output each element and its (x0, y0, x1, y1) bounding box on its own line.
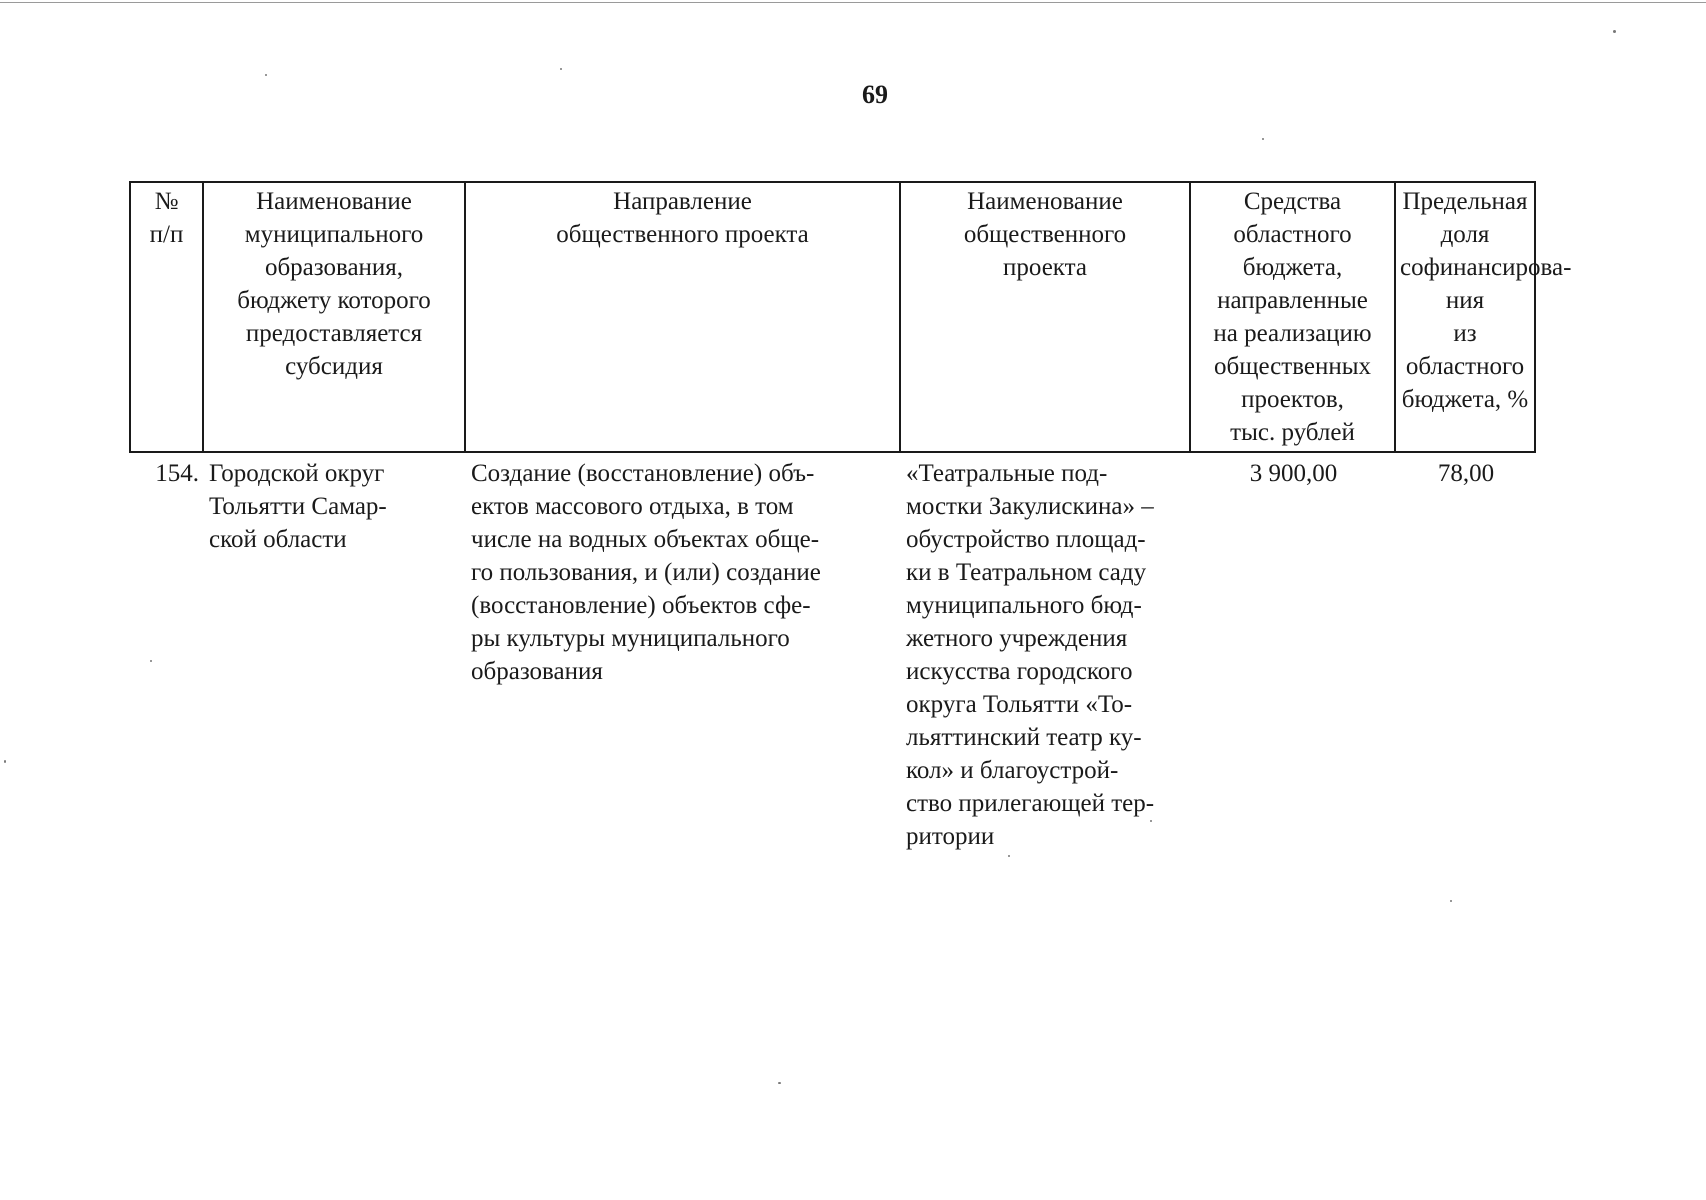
scan-speck (560, 68, 562, 70)
header-funds: Средства областного бюджета, направленные на реализацию общественных проектов, тыс. рублей (1190, 182, 1395, 452)
scan-speck (1450, 900, 1452, 902)
page-number: 69 (862, 80, 888, 109)
row-project-name (900, 452, 1190, 853)
header-number: № п/п (130, 182, 203, 452)
header-project-name: Наименование общественного проекта (900, 182, 1190, 452)
direction-text: Создание (восстановление) объ- ектов массового отдыха, в том числе на водных объектах обще- го пользования, и (или) создание (восстановление) объектов сфе- ры культуры муниципального образования (471, 460, 821, 685)
row-municipality (203, 452, 465, 853)
scan-speck (1008, 855, 1010, 857)
scan-speck (150, 660, 152, 662)
scan-speck (4, 760, 6, 763)
header-share: Предельная доля софинансирова- ния из областного бюджета, % (1395, 182, 1535, 452)
project-name-text: «Театральные под- мостки Закулискина» – обустройство площад- ки в Театральном саду муниципального бюд- жетного учреждения искусства городского округа Тольятти «То- льяттинский театр ку- кол» и благоустрой- ство прилегающей тер- ритории (906, 460, 1155, 850)
header-municipality: Наименование муниципального образования, бюджету которого предоставляется субсидия (203, 182, 465, 452)
scan-speck (1262, 138, 1264, 140)
scan-speck (778, 1082, 781, 1084)
table-header-row (130, 182, 1535, 452)
row-number: 154. (155, 460, 199, 487)
scan-speck (1150, 820, 1152, 822)
scan-speck (1613, 30, 1616, 33)
subsidy-table (129, 181, 1572, 853)
scan-speck (265, 74, 267, 76)
municipality-text: Городской округ Тольятти Самар- ской области (209, 460, 387, 553)
top-border-line (0, 2, 1706, 3)
row-direction (465, 452, 900, 853)
row-funds: 3 900,00 (1249, 460, 1338, 487)
table-row (130, 452, 1535, 853)
header-direction: Направление общественного проекта (465, 182, 900, 452)
row-share: 78,00 (1437, 460, 1495, 487)
